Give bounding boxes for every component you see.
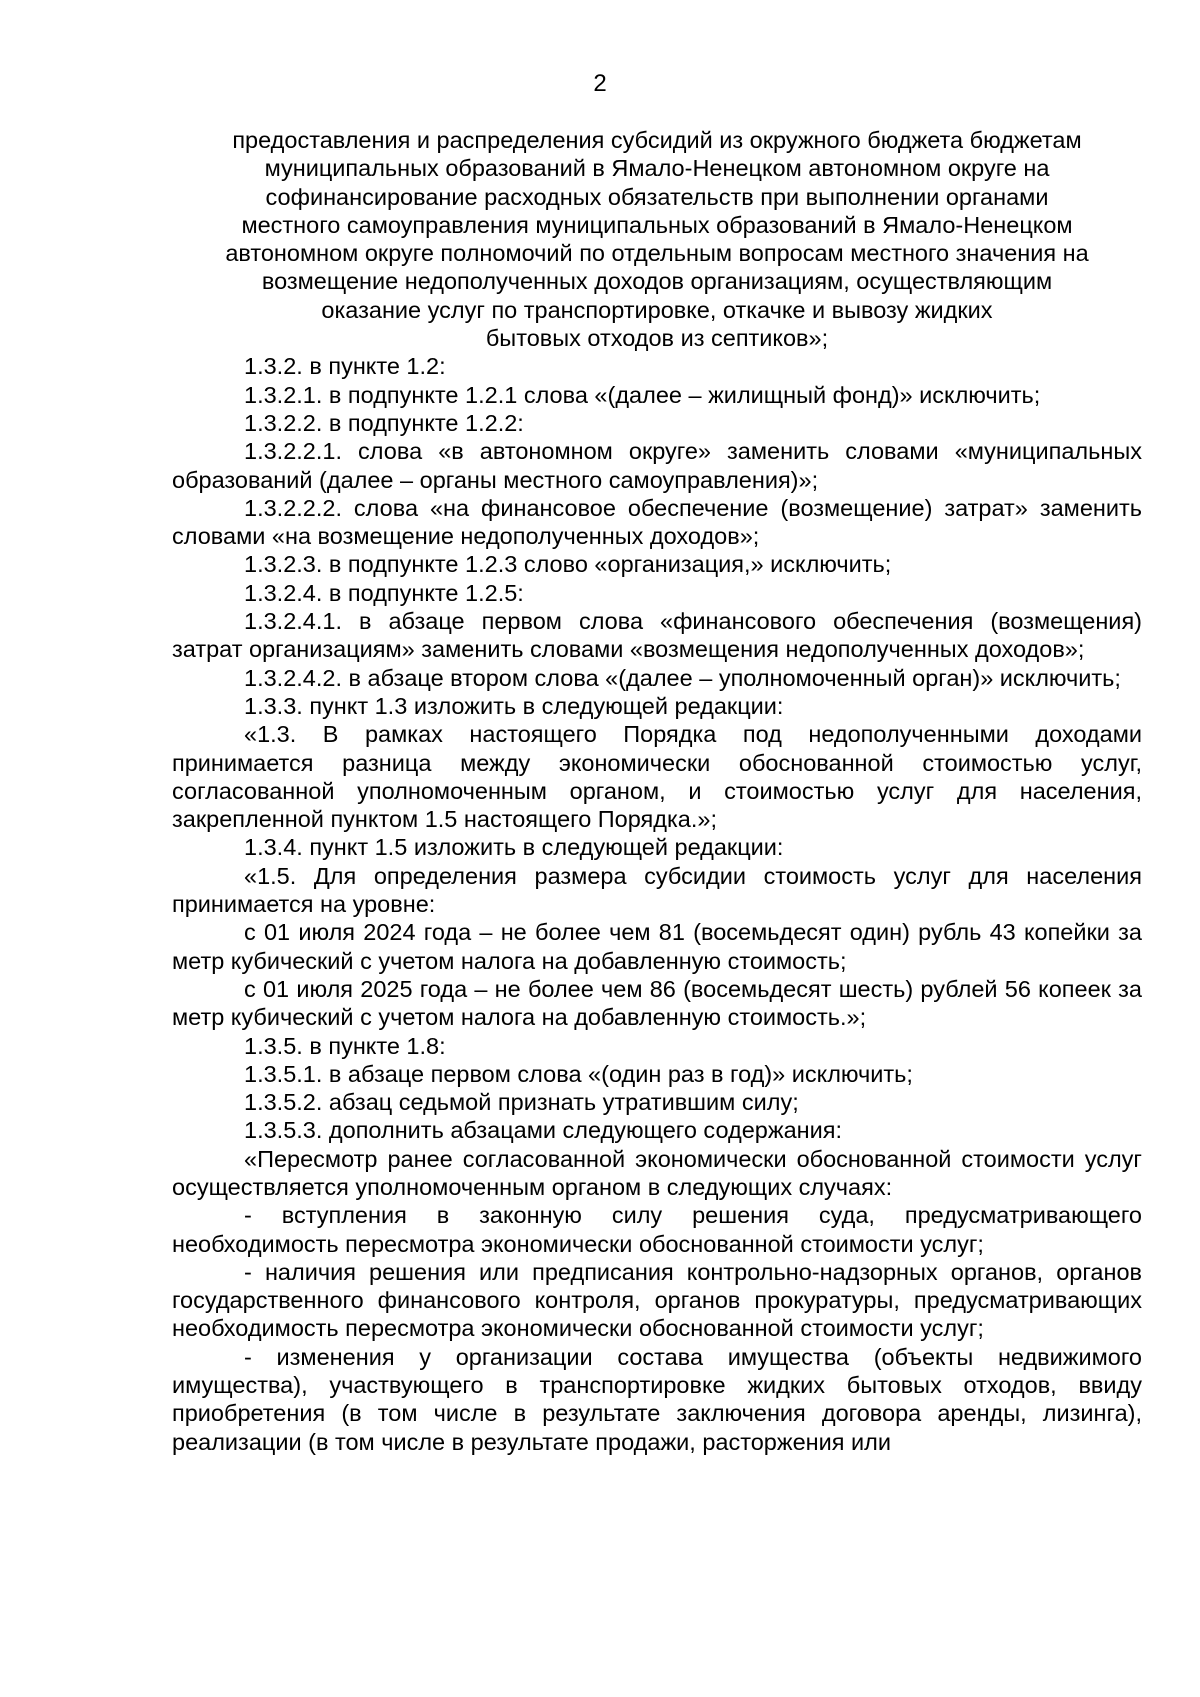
paragraph: 1.3.2.4.1. в абзаце первом слова «финансового обеспечения (возмещения) затрат организациям» заменить словами «возмещения недополученных доходов»; bbox=[172, 608, 1142, 663]
paragraph: 1.3.2.3. в подпункте 1.2.3 слово «организация,» исключить; bbox=[244, 551, 892, 578]
paragraph: 1.3.5.1. в абзаце первом слова «(один раз в год)» исключить; bbox=[244, 1060, 913, 1087]
title-line: автономном округе полномочий по отдельным вопросам местного значения на bbox=[225, 240, 1089, 267]
title-line: муниципальных образований в Ямало-Ненецком автономном округе на bbox=[264, 155, 1050, 182]
title-line: местного самоуправления муниципальных образований в Ямало-Ненецком bbox=[241, 211, 1073, 238]
paragraph: с 01 июля 2024 года – не более чем 81 (восемьдесят один) рубль 43 копейки за метр кубический с учетом налога на добавленную стоимость; bbox=[172, 919, 1142, 974]
title-line: софинансирование расходных обязательств при выполнении органами bbox=[265, 183, 1049, 210]
paragraph: 1.3.2.2.1. слова «в автономном округе» заменить словами «муниципальных образований (далее – органы местного самоуправления)»; bbox=[172, 438, 1142, 493]
document-body bbox=[172, 126, 1142, 1456]
paragraph: 1.3.2. в пункте 1.2: bbox=[244, 353, 446, 380]
list-item: - вступления в законную силу решения суда, предусматривающего необходимость пересмотра экономически обоснованной стоимости услуг; bbox=[172, 1202, 1142, 1257]
list-item: - изменения у организации состава имущества (объекты недвижимого имущества), участвующего в транспортировке жидких бытовых отходов, ввиду приобретения (в том числе в результате заключения договора аренды, лизинга), реализации (в том числе в результате продажи, расторжения или bbox=[172, 1343, 1142, 1455]
title-line: возмещение недополученных доходов организациям, осуществляющим bbox=[261, 268, 1053, 295]
page-number: 2 bbox=[593, 70, 607, 97]
title-line: оказание услуг по транспортировке, откачке и вывозу жидких bbox=[321, 296, 993, 323]
paragraph: 1.3.2.2. в подпункте 1.2.2: bbox=[244, 409, 524, 436]
list-item: - наличия решения или предписания контрольно-надзорных органов, органов государственного финансового контроля, органов прокуратуры, предусматривающих необходимость пересмотра экономически обоснованной стоимости услуг; bbox=[172, 1258, 1142, 1342]
paragraph: 1.3.5. в пункте 1.8: bbox=[244, 1032, 446, 1059]
paragraph: 1.3.4. пункт 1.5 изложить в следующей редакции: bbox=[244, 834, 784, 861]
paragraph: 1.3.2.4.2. в абзаце втором слова «(далее – уполномоченный орган)» исключить; bbox=[244, 664, 1121, 691]
paragraph: «1.5. Для определения размера субсидии стоимость услуг для населения принимается на уровне: bbox=[172, 862, 1142, 918]
paragraph: 1.3.5.3. дополнить абзацами следующего содержания: bbox=[244, 1117, 842, 1144]
title-line: бытовых отходов из септиков»; bbox=[485, 325, 829, 352]
paragraph: «1.3. В рамках настоящего Порядка под недополученными доходами принимается разница между экономически обоснованной стоимостью услуг, согласованной уполномоченным органом, и стоимостью услуг для населения, закрепленной пунктом 1.5 настоящего Порядка.»; bbox=[172, 721, 1142, 833]
paragraph: «Пересмотр ранее согласованной экономически обоснованной стоимости услуг осуществляется уполномоченным органом в следующих случаях: bbox=[172, 1145, 1142, 1200]
paragraph: 1.3.3. пункт 1.3 изложить в следующей редакции: bbox=[244, 692, 784, 719]
title-continuation bbox=[172, 126, 1142, 352]
paragraph: 1.3.2.1. в подпункте 1.2.1 слова «(далее – жилищный фонд)» исключить; bbox=[244, 381, 1041, 408]
paragraph: 1.3.5.2. абзац седьмой признать утратившим силу; bbox=[244, 1089, 799, 1116]
paragraph: 1.3.2.4. в подпункте 1.2.5: bbox=[244, 579, 524, 606]
title-line: предоставления и распределения субсидий из окружного бюджета бюджетам bbox=[232, 127, 1082, 153]
paragraph: с 01 июля 2025 года – не более чем 86 (восемьдесят шесть) рублей 56 копеек за метр кубический с учетом налога на добавленную стоимость.»; bbox=[172, 975, 1142, 1031]
paragraph: 1.3.2.2.2. слова «на финансовое обеспечение (возмещение) затрат» заменить словами «на возмещение недополученных доходов»; bbox=[172, 494, 1142, 550]
